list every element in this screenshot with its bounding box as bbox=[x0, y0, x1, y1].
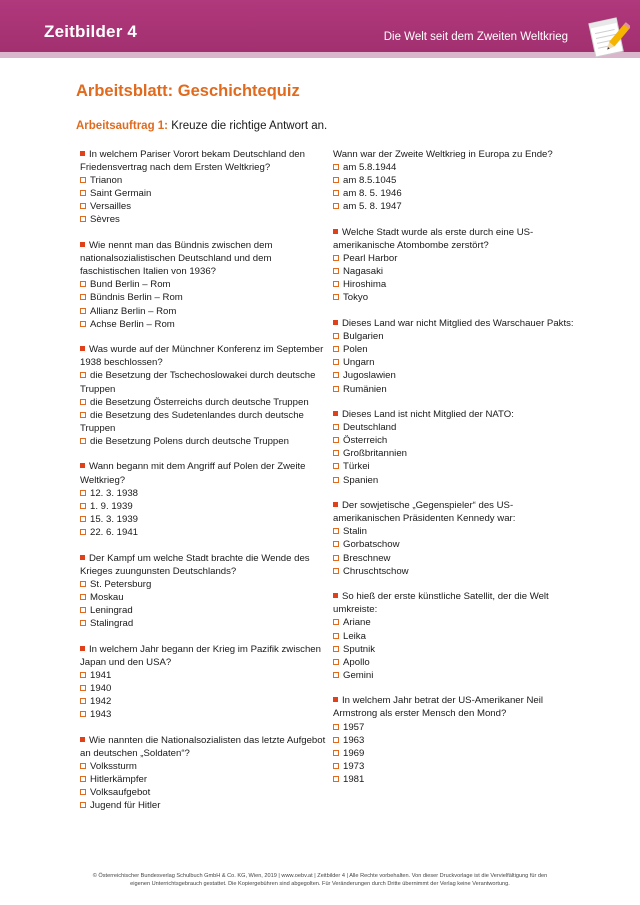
answer-option[interactable] bbox=[80, 409, 330, 435]
answer-label: Leika bbox=[343, 630, 366, 642]
checkbox-icon[interactable] bbox=[333, 776, 339, 782]
checkbox-icon[interactable] bbox=[333, 633, 339, 639]
answer-label: Moskau bbox=[90, 591, 124, 603]
answer-label: 1981 bbox=[343, 773, 365, 785]
checkbox-icon[interactable] bbox=[333, 724, 339, 730]
checkbox-icon[interactable] bbox=[80, 177, 86, 183]
checkbox-icon[interactable] bbox=[80, 503, 86, 509]
right-question-column bbox=[333, 148, 578, 799]
answer-label: Achse Berlin – Rom bbox=[90, 318, 175, 330]
answer-option[interactable] bbox=[80, 773, 330, 786]
answer-option[interactable] bbox=[333, 161, 578, 174]
question-text bbox=[80, 239, 330, 278]
question-label: In welchem Jahr betrat der US-Amerikaner Neil Armstrong als erster Mensch den Mond? bbox=[333, 695, 544, 720]
answer-option[interactable] bbox=[333, 616, 578, 629]
checkbox-icon[interactable] bbox=[80, 672, 86, 678]
book-title: Zeitbilder 4 bbox=[44, 22, 138, 41]
checkbox-icon[interactable] bbox=[80, 607, 86, 613]
answer-label: Rumänien bbox=[343, 383, 387, 395]
answer-option[interactable] bbox=[333, 369, 578, 382]
question-text bbox=[80, 460, 330, 486]
quiz-question bbox=[80, 734, 330, 813]
question-label: Wie nennt man das Bündnis zwischen dem nationalsozialistischen Deutschland und dem faschistischen Italien von 1936? bbox=[80, 240, 273, 278]
square-bullet-icon bbox=[80, 346, 85, 351]
answer-label: Chruschtschow bbox=[343, 565, 409, 577]
checkbox-icon[interactable] bbox=[333, 450, 339, 456]
answer-label: Türkei bbox=[343, 461, 370, 473]
answer-label: Gorbatschow bbox=[343, 539, 400, 551]
quiz-question bbox=[333, 499, 578, 578]
answer-label: 22. 6. 1941 bbox=[90, 526, 139, 538]
checkbox-icon[interactable] bbox=[333, 528, 339, 534]
checkbox-icon[interactable] bbox=[333, 619, 339, 625]
answer-option[interactable] bbox=[80, 278, 330, 291]
answer-label: Breschnew bbox=[343, 552, 391, 564]
answer-label: 1940 bbox=[90, 682, 112, 694]
answer-option[interactable] bbox=[80, 487, 330, 500]
answer-label: Tokyo bbox=[343, 292, 369, 304]
checkbox-icon[interactable] bbox=[80, 698, 86, 704]
checkbox-icon[interactable] bbox=[333, 346, 339, 352]
square-bullet-icon bbox=[333, 697, 338, 702]
answer-label: Bündnis Berlin – Rom bbox=[90, 292, 183, 304]
checkbox-icon[interactable] bbox=[80, 776, 86, 782]
answer-label: Deutschland bbox=[343, 422, 397, 434]
checkbox-icon[interactable] bbox=[80, 438, 86, 444]
question-label: So hieß der erste künstliche Satellit, der die Welt umkreiste: bbox=[333, 591, 549, 616]
checkbox-icon[interactable] bbox=[333, 333, 339, 339]
answer-option[interactable] bbox=[333, 330, 578, 343]
square-bullet-icon bbox=[80, 151, 85, 156]
answer-option[interactable] bbox=[80, 200, 330, 213]
question-text bbox=[333, 590, 578, 616]
page-footer bbox=[20, 872, 620, 888]
answer-label: 1941 bbox=[90, 669, 112, 681]
checkbox-icon[interactable] bbox=[80, 308, 86, 314]
square-bullet-icon bbox=[333, 502, 338, 507]
square-bullet-icon bbox=[333, 411, 338, 416]
checkbox-icon[interactable] bbox=[80, 399, 86, 405]
checkbox-icon[interactable] bbox=[80, 490, 86, 496]
answer-option[interactable] bbox=[80, 591, 330, 604]
checkbox-icon[interactable] bbox=[80, 581, 86, 587]
answer-label: Spanien bbox=[343, 474, 379, 486]
answer-option[interactable] bbox=[333, 538, 578, 551]
answer-label: die Besetzung Österreichs durch deutsche Truppen bbox=[90, 396, 309, 408]
answer-label: Apollo bbox=[343, 656, 370, 668]
answer-option[interactable] bbox=[333, 434, 578, 447]
checkbox-icon[interactable] bbox=[80, 711, 86, 717]
answer-label: Hitlerkämpfer bbox=[90, 773, 148, 785]
answer-label: Allianz Berlin – Rom bbox=[90, 305, 177, 317]
answer-option[interactable] bbox=[80, 187, 330, 200]
checkbox-icon[interactable] bbox=[333, 463, 339, 469]
question-label: Der Kampf um welche Stadt brachte die Wende des Krieges zuungunsten Deutschlands? bbox=[80, 552, 310, 577]
checkbox-icon[interactable] bbox=[80, 789, 86, 795]
question-text bbox=[333, 148, 578, 161]
left-question-column bbox=[80, 148, 330, 825]
square-bullet-icon bbox=[80, 242, 85, 247]
checkbox-icon[interactable] bbox=[333, 659, 339, 665]
answer-option[interactable] bbox=[80, 695, 330, 708]
checkbox-icon[interactable] bbox=[80, 412, 86, 418]
checkbox-icon[interactable] bbox=[333, 737, 339, 743]
answer-label: Pearl Harbor bbox=[343, 253, 398, 265]
answer-option[interactable] bbox=[333, 565, 578, 578]
answer-option[interactable] bbox=[333, 656, 578, 669]
answer-label: Gemini bbox=[343, 669, 374, 681]
quiz-question bbox=[333, 226, 578, 305]
checkbox-icon[interactable] bbox=[333, 190, 339, 196]
quiz-question bbox=[333, 148, 578, 213]
answer-option[interactable] bbox=[333, 356, 578, 369]
task-text: Kreuze die richtige Antwort an. bbox=[168, 120, 328, 132]
footer-line: © Österreichischer Bundesverlag Schulbuch GmbH & Co. KG, Wien, 2019 | www.oebv.at | Zeitbilder 4 | Alle Rechte vorbehalten. Von dieser Druckvorlage ist die Vervielfältigung für den bbox=[92, 873, 548, 879]
checkbox-icon[interactable] bbox=[333, 164, 339, 170]
answer-option[interactable] bbox=[80, 604, 330, 617]
checkbox-icon[interactable] bbox=[333, 437, 339, 443]
answer-label: 15. 3. 1939 bbox=[90, 513, 139, 525]
answer-label: Leningrad bbox=[90, 604, 133, 616]
checkbox-icon[interactable] bbox=[333, 477, 339, 483]
answer-option[interactable] bbox=[333, 383, 578, 396]
quiz-question bbox=[80, 643, 330, 722]
answer-option[interactable] bbox=[333, 278, 578, 291]
answer-label: Bulgarien bbox=[343, 331, 384, 343]
square-bullet-icon bbox=[333, 593, 338, 598]
answer-option[interactable] bbox=[80, 682, 330, 695]
checkbox-icon[interactable] bbox=[333, 541, 339, 547]
answer-label: Nagasaki bbox=[343, 266, 383, 278]
checkbox-icon[interactable] bbox=[333, 359, 339, 365]
checkbox-icon[interactable] bbox=[80, 294, 86, 300]
answer-label: 1943 bbox=[90, 709, 112, 721]
answer-option[interactable] bbox=[80, 396, 330, 409]
question-text bbox=[80, 643, 330, 669]
answer-label: Hiroshima bbox=[343, 279, 387, 291]
answer-label: Jugend für Hitler bbox=[90, 800, 161, 812]
answer-option[interactable] bbox=[333, 630, 578, 643]
answer-label: Bund Berlin – Rom bbox=[90, 279, 171, 291]
square-bullet-icon bbox=[80, 737, 85, 742]
checkbox-icon[interactable] bbox=[80, 529, 86, 535]
answer-label: die Besetzung der Tschechoslowakei durch deutsche Truppen bbox=[80, 370, 316, 395]
answer-label: Stalin bbox=[343, 526, 367, 538]
answer-label: Volksaufgebot bbox=[90, 787, 151, 799]
checkbox-icon[interactable] bbox=[333, 424, 339, 430]
checkbox-icon[interactable] bbox=[80, 190, 86, 196]
checkbox-icon[interactable] bbox=[80, 594, 86, 600]
answer-label: Polen bbox=[343, 344, 368, 356]
question-text bbox=[333, 408, 578, 421]
quiz-question bbox=[333, 408, 578, 487]
question-label: Was wurde auf der Münchner Konferenz im September 1938 beschlossen? bbox=[80, 344, 324, 369]
answer-label: 1973 bbox=[343, 760, 365, 772]
checkbox-icon[interactable] bbox=[80, 763, 86, 769]
checkbox-icon[interactable] bbox=[333, 268, 339, 274]
question-label: Wie nannten die Nationalsozialisten das letzte Aufgebot an deutschen „Soldaten“? bbox=[80, 734, 326, 759]
answer-label: am 5. 8. 1947 bbox=[343, 201, 402, 213]
question-text bbox=[80, 148, 330, 174]
answer-option[interactable] bbox=[80, 526, 330, 539]
answer-option[interactable] bbox=[80, 291, 330, 304]
answer-option[interactable] bbox=[333, 421, 578, 434]
question-text bbox=[333, 499, 578, 525]
quiz-question bbox=[333, 317, 578, 396]
answer-label: 1969 bbox=[343, 747, 365, 759]
question-text bbox=[333, 694, 578, 720]
answer-option[interactable] bbox=[333, 291, 578, 304]
task-instruction bbox=[76, 120, 327, 132]
answer-option[interactable] bbox=[333, 669, 578, 682]
checkbox-icon[interactable] bbox=[333, 646, 339, 652]
quiz-question bbox=[333, 590, 578, 682]
checkbox-icon[interactable] bbox=[80, 372, 86, 378]
square-bullet-icon bbox=[80, 463, 85, 468]
answer-option[interactable] bbox=[80, 513, 330, 526]
square-bullet-icon bbox=[333, 229, 338, 234]
quiz-question bbox=[80, 239, 330, 331]
question-text bbox=[80, 343, 330, 369]
question-text bbox=[333, 226, 578, 252]
answer-label: Volkssturm bbox=[90, 760, 137, 772]
answer-label: St. Petersburg bbox=[90, 578, 152, 590]
checkbox-icon[interactable] bbox=[333, 386, 339, 392]
answer-option[interactable] bbox=[333, 200, 578, 213]
checkbox-icon[interactable] bbox=[333, 555, 339, 561]
answer-option[interactable] bbox=[333, 460, 578, 473]
answer-label: 1963 bbox=[343, 734, 365, 746]
answer-label: 12. 3. 1938 bbox=[90, 487, 139, 499]
quiz-question bbox=[80, 343, 330, 448]
answer-option[interactable] bbox=[333, 734, 578, 747]
checkbox-icon[interactable] bbox=[80, 685, 86, 691]
checkbox-icon[interactable] bbox=[80, 516, 86, 522]
answer-option[interactable] bbox=[333, 721, 578, 734]
checkbox-icon[interactable] bbox=[80, 203, 86, 209]
answer-option[interactable] bbox=[80, 305, 330, 318]
answer-option[interactable] bbox=[333, 760, 578, 773]
checkbox-icon[interactable] bbox=[333, 255, 339, 261]
footer-line: eigenen Unterrichtsgebrauch gestattet. Die Kopiergebühren sind abgegolten. Für Veränderungen durch Dritte übernimmt der Verlag keine Verantwortung. bbox=[130, 881, 510, 887]
answer-option[interactable] bbox=[80, 578, 330, 591]
quiz-question bbox=[80, 460, 330, 539]
answer-label: die Besetzung Polens durch deutsche Truppen bbox=[90, 435, 289, 447]
checkbox-icon[interactable] bbox=[333, 177, 339, 183]
answer-label: am 8. 5. 1946 bbox=[343, 188, 402, 200]
answer-option[interactable] bbox=[333, 447, 578, 460]
question-text bbox=[80, 734, 330, 760]
answer-option[interactable] bbox=[80, 669, 330, 682]
quiz-question bbox=[80, 552, 330, 631]
answer-option[interactable] bbox=[333, 552, 578, 565]
answer-option[interactable] bbox=[80, 500, 330, 513]
checkbox-icon[interactable] bbox=[333, 294, 339, 300]
answer-label: Großbritannien bbox=[343, 448, 407, 460]
answer-label: 1942 bbox=[90, 695, 112, 707]
answer-label: Versailles bbox=[90, 201, 132, 213]
answer-option[interactable] bbox=[80, 369, 330, 395]
answer-label: am 8.5.1045 bbox=[343, 175, 397, 187]
answer-option[interactable] bbox=[333, 265, 578, 278]
answer-option[interactable] bbox=[80, 213, 330, 226]
answer-label: Trianon bbox=[90, 175, 123, 187]
answer-label: am 5.8.1944 bbox=[343, 162, 397, 174]
answer-label: Ungarn bbox=[343, 357, 375, 369]
checkbox-icon[interactable] bbox=[80, 216, 86, 222]
answer-option[interactable] bbox=[333, 187, 578, 200]
question-text bbox=[333, 317, 578, 330]
square-bullet-icon bbox=[80, 555, 85, 560]
answer-option[interactable] bbox=[333, 174, 578, 187]
checkbox-icon[interactable] bbox=[80, 802, 86, 808]
question-label: Wann war der Zweite Weltkrieg in Europa zu Ende? bbox=[333, 149, 553, 160]
checkbox-icon[interactable] bbox=[333, 763, 339, 769]
quiz-question bbox=[80, 148, 330, 227]
checkbox-icon[interactable] bbox=[80, 620, 86, 626]
answer-option[interactable] bbox=[80, 617, 330, 630]
answer-label: 1. 9. 1939 bbox=[90, 500, 133, 512]
answer-option[interactable] bbox=[333, 643, 578, 656]
page-title: Arbeitsblatt: Geschichtequiz bbox=[76, 82, 300, 100]
checkbox-icon[interactable] bbox=[80, 321, 86, 327]
answer-option[interactable] bbox=[333, 525, 578, 538]
answer-option[interactable] bbox=[80, 786, 330, 799]
answer-option[interactable] bbox=[80, 708, 330, 721]
notepad-pencil-icon bbox=[586, 14, 630, 60]
checkbox-icon[interactable] bbox=[333, 568, 339, 574]
answer-option[interactable] bbox=[333, 747, 578, 760]
answer-option[interactable] bbox=[80, 174, 330, 187]
answer-label: Stalingrad bbox=[90, 618, 134, 629]
question-label: Dieses Land war nicht Mitglied des Warschauer Pakts: bbox=[342, 318, 574, 330]
subject-title: Die Welt seit dem Zweiten Weltkrieg bbox=[383, 31, 568, 43]
checkbox-icon[interactable] bbox=[80, 281, 86, 287]
question-label: Welche Stadt wurde als erste durch eine US-amerikanische Atombombe zerstört? bbox=[333, 226, 534, 252]
page-header bbox=[0, 0, 640, 58]
answer-option[interactable] bbox=[80, 435, 330, 448]
question-label: In welchem Pariser Vorort bekam Deutschland den Friedensvertrag nach dem Ersten Weltkrieg? bbox=[80, 149, 305, 174]
answer-option[interactable] bbox=[80, 318, 330, 331]
checkbox-icon[interactable] bbox=[333, 281, 339, 287]
answer-label: Sputnik bbox=[343, 643, 375, 655]
answer-label: Saint Germain bbox=[90, 188, 152, 200]
square-bullet-icon bbox=[333, 320, 338, 325]
answer-option[interactable] bbox=[333, 252, 578, 265]
checkbox-icon[interactable] bbox=[333, 372, 339, 378]
question-label: Wann begann mit dem Angriff auf Polen der Zweite Weltkrieg? bbox=[80, 461, 306, 486]
answer-label: Ariane bbox=[343, 617, 371, 629]
answer-label: Sèvres bbox=[90, 214, 120, 226]
answer-label: 1957 bbox=[343, 721, 365, 733]
question-label: Dieses Land ist nicht Mitglied der NATO: bbox=[342, 409, 514, 421]
answer-option[interactable] bbox=[80, 799, 330, 812]
task-label: Arbeitsauftrag 1: bbox=[76, 120, 169, 132]
square-bullet-icon bbox=[80, 646, 85, 651]
answer-label: Jugoslawien bbox=[343, 370, 396, 382]
answer-option[interactable] bbox=[80, 760, 330, 773]
answer-option[interactable] bbox=[333, 343, 578, 356]
answer-option[interactable] bbox=[333, 773, 578, 786]
question-label: In welchem Jahr begann der Krieg im Pazifik zwischen Japan und den USA? bbox=[80, 643, 321, 668]
checkbox-icon[interactable] bbox=[333, 672, 339, 678]
question-text bbox=[80, 552, 330, 578]
question-label: Der sowjetische „Gegenspieler“ des US-amerikanischen Präsidenten Kennedy war: bbox=[333, 500, 516, 525]
quiz-question bbox=[333, 694, 578, 786]
answer-option[interactable] bbox=[333, 474, 578, 487]
answer-label: Österreich bbox=[343, 435, 388, 447]
checkbox-icon[interactable] bbox=[333, 203, 339, 209]
answer-label: die Besetzung des Sudetenlandes durch deutsche Truppen bbox=[80, 409, 304, 434]
checkbox-icon[interactable] bbox=[333, 750, 339, 756]
